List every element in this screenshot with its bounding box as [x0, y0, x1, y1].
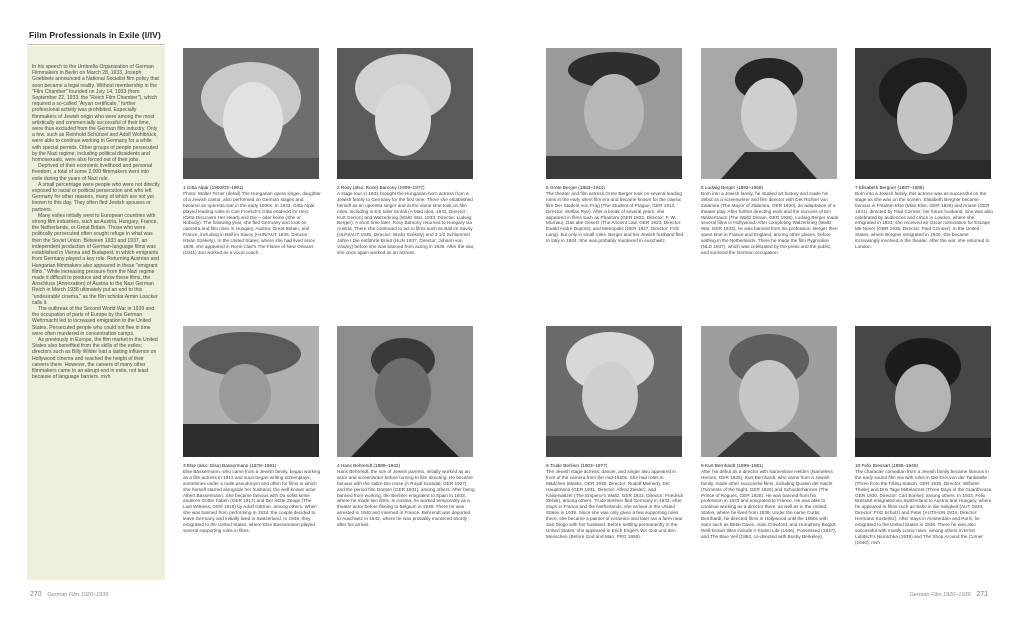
- profile-caption: [546, 185, 684, 244]
- page-title: Film Professionals in Exile (I/IV): [29, 30, 161, 40]
- portrait-photo: [183, 48, 319, 179]
- profile-caption: [337, 463, 475, 528]
- footer-right: [910, 591, 992, 598]
- portrait-photo: [183, 326, 319, 457]
- portrait-photo: [855, 326, 991, 457]
- profile-caption: [337, 185, 475, 256]
- profile-caption: [855, 463, 993, 546]
- portrait-photo: [546, 48, 682, 179]
- profile-text: Born into a Jewish family, this actress was as successful on the stage as she was on the screen. Elisabeth Bergner became famous in Fräulein Else (Miss Else, GER 1929) and Ariane (GER 1931), directed by Paul Czinner, her future husband. She was also celebrated by audiences and critics in London, where she emigrated in 1933; she received an Oscar nomination for Escape Me Never (GBR 1935, Director: Paul Czinner). In the United States, where Bergner emigrated in 1940, she became increasingly involved in the theater. After the war, she returned to London.: [855, 190, 993, 250]
- title-divider: [27, 44, 165, 45]
- profile-caption: [855, 185, 993, 250]
- intro-paragraph: In his speech to the Umbrella Organization of German Filmmakers in Berlin on March 28, 1933, Joseph Goebbels announced a National Socialist film policy that soon became a legal reality. Without membership in the "Film Chamber" founded on July 14, 1933 (from September 22, 1933: the "Reich Film Chamber"), which required a so-called "Aryan certificate," further professional activity was prohibited. Especially filmmakers of Jewish origin who were among the most artistically and commercially successful of their time, were thus excluded from the German film industry. Only a few, such as Reinhold Schünzel and Adolf Wohlbrück, were able to continue working in Germany for a while with special permits. Other groups of people persecuted by the Nazi regime, including political dissidents and homosexuals, were also forced out of their jobs.: [32, 64, 159, 164]
- portrait-photo: [701, 48, 837, 179]
- profile-caption: [701, 463, 839, 540]
- profile-text: A stage tour in 1931 brought the Hungarian-born actress from a Jewish family to Germany for the first time. There she established herself as an operetta singer and at the same time took on film roles, including in Ein toller Einfall (A Mad Idea, 1932, Director: Kurt Gerron) and Walzerkrieg (Waltz War, 1933, Director: Ludwig Berger). A short time later, Rosy Barsony returned to Hungary via Austria. There she continued to act in films such as Ball im Savoy (HUN/AUT 1935, Director: István Székely) and 3 1/2 Schlummer Jahre / Die entführte Braut (HUN 1937, Director: Johann von Vásáry) before she was banned from acting in 1939. After the war, she once again worked as an actress.: [337, 190, 475, 255]
- profile-text: Else Bassermann, who came from a Jewish family, began working as a film actress in 1913 and soon began writing screenplays, sometimes under a male pseudonym and often for films in which she herself starred alongside her husband, the well-known actor Albert Bassermann. She became famous with Du sollst keine anderen Götter haben (GER 1917) and Der letzte Zeuge (The Last Witness, GER 1919) by Adolf Gärtner, among others. When she was banned from performing in 1934, the couple decided to leave Germany and initially lived in Switzerland. In 1939, they emigrated to the United States, where Else Bassermann played several supporting roles in films.: [183, 468, 321, 533]
- page-number-right: 271: [976, 591, 988, 598]
- profile-name: 1 Gitta Alpár (1900/03–1991): [183, 185, 244, 190]
- profile-name: 7 Elisabeth Bergner (1897–1986): [855, 185, 925, 190]
- running-years-left: 1920–1939: [80, 592, 109, 598]
- running-years-right: 1920–1939: [943, 592, 971, 598]
- intro-paragraph: Deprived of their economic livelihood and personal freedom, a total of some 2,000 filmmakers went into exile during the years of Nazi rule.: [32, 163, 153, 182]
- portrait-photo: [337, 326, 473, 457]
- profile-text: Photo: Walter Firner (detail) The Hungarian opera singer, daughter of a Jewish cantor, also performed on German stages and became an operetta star in the early 1930s. In 1932, Gitta Alpár played leading roles in Carl Froelich's Gitta entdeckt ihr Herz (Gitta Discovers Her Heart) and Die – oder keine (She or Nobody). The following year, she fled Germany and took on operetta and film roles in Hungary, Austria, Great Britain, and France, including in Ball im Savoy (HUN/AUT 1935, Director: István Székely). In the United States, where she had lived since 1939, she appeared in René Clair's The Flame of New Orleans (1941) and worked as a vocal coach.: [183, 190, 321, 255]
- portrait-photo: [337, 48, 473, 179]
- page-number-left: 270: [30, 591, 42, 598]
- intro-paragraph: The outbreak of the Second World War in 1939 and the occupation of parts of Europe by the German Wehrmacht led to increased emigration to the United States. Persecuted people who could not flee in time were often murdered in concentration camps.: [32, 305, 155, 337]
- portrait-photo: [855, 48, 991, 179]
- profile-text: After his debut as a director with Namenlose Helden (Nameless Heroes, GER 1925), Kurt Bernhardt, who came from a Jewish family, made other successful films, including Qualen der Nacht (Torments of the Night, GER 1926) and Schinderhannes (The Prince of Rogues, GER 1928). He was banned from his profession in 1933 and emigrated to France. He was able to continue working as a director there, as well as in the United States, where he lived from 1939. Under the name Curtis Bernhardt, he directed films in Hollywood until the 1950s with stars such as Bette Davis, Joan Crawford, and Humphrey Bogart. Well-known titles include A Stolen Life (1946), Possessed (1947), and The Blue Veil (1952, co-directed with Busby Berkeley).: [701, 468, 837, 539]
- profile-name: 6 Ludwig Berger (1892–1969): [701, 185, 764, 190]
- profile-text: The character comedian from a Jewish family became famous in the early sound film era with roles in Die Drei von der Tankstelle (Three from the Filling Station, GER 1930, Director: Wilhelm Thiele) and Drei Tage Mittelarrest (Three Days in the Guardhouse, GER 1930, Director: Carl Boese), among others. In 1933, Felix Bressart emigrated via Switzerland to Austria and Hungary, where he appeared in films such as Salto in die Seligkeit (AUT 1934, Director: Fritz Schulz) and Peter (AUT/HUN 1934, Director: Hermann Kosterlitz). After stays in Amsterdam and Paris, he emigrated to the United States in 1938. There he was also successful with mostly comic roles, among others in Ernst Lubitsch's Ninotchka (1939) and The Shop Around the Corner (1940). mvh: [855, 468, 993, 545]
- profile-name: 3 Else (also: Elsa) Bassermann (1878–1961): [183, 463, 277, 468]
- profile-name: 8 Trude Berliner (1903–1977): [546, 463, 608, 468]
- profile-name: 9 Kurt Bernhardt (1899–1981): [701, 463, 764, 468]
- profile-caption: [701, 185, 839, 256]
- profile-text: Hans Behrendt, the son of Jewish parents, initially worked as an actor and screenwriter before turning to film directing. He became famous with the satire Die Hose (A Royal Scandal, GER 1927) and the period film Danton (GER 1931), among others. After being banned from working, the Berliner emigrated to Spain in 1933, where he made two films. In Austria, he worked temporarily as a theater actor before fleeing to Belgium in 1938. There he was arrested in 1940 and interned in France. Behrendt was deported to Auschwitz in 1942, where he was probably murdered shortly after his arrival.: [337, 468, 475, 528]
- profile-name: 4 Hans Behrendt (1889–1942): [337, 463, 401, 468]
- intro-text: [32, 64, 160, 380]
- portrait-photo: [701, 326, 837, 457]
- intro-paragraph: As previously in Europe, the film market in the United States also benefited from the skills of the exiles; directors such as Billy Wilder had a lasting influence on Hollywood cinema and reached the height of their careers there. However, the careers of many other filmmakers came to an abrupt end in exile, not least because of language barriers. mvh: [32, 336, 158, 381]
- profile-text: The Jewish stage actress, dancer, and singer also appeared in front of the camera from the mid-1920s. She had roles in Mädchen (Masks, GER 1930, Director: Rudolf Meinert), Der Hauptmann (GER 1931, Director: Alfred Zeisler), and Kaiserwalzer (The Emperor's Waltz, GER 1933, Director: Friedrich Zelnik), among others. Trude Berliner fled Germany in 1933. After stops in France and the Netherlands, she arrived in the United States in 1939. Since she was only given a few supporting roles there, she became a painter of ceramics and later ran a farm near San Diego with her husband. Before settling permanently in the United States, she appeared in Erich Engel's Vor Gott und den Menschen (Before God and Man, FRG 1955).: [546, 468, 684, 539]
- profile-text: The theater and film actress Grete Berger took on several leading roles in the early silent film era and became known for the classic film Der Student von Prag (The Student of Prague, GER 1913, Director: Stellan Rye). After a break of several years, she appeared in films such as Phantom (GER 1922, Director: F. W. Murnau), Das alte Gesetz (The Ancient Law, GER 1923, Director: Ewald André Dupont), and Metropolis (GER 1927, Director: Fritz Lang), but only in small roles. Berger and her Jewish husband fled to Italy in 1944. She was probably murdered in Auschwitz.: [546, 190, 684, 244]
- footer-left: [26, 591, 108, 598]
- intro-paragraph: A small percentage were people who were not directly exposed to racial or political persecution and who left Germany for other reasons, many of which are not yet known to this day. They often fled Jewish spouses or partners.: [32, 181, 160, 213]
- profile-caption: [546, 463, 684, 540]
- portrait-photo: [546, 326, 682, 457]
- profile-name: 10 Felix Bressart (1895–1949): [855, 463, 919, 468]
- profile-name: 5 Grete Berger (1883–1944): [546, 185, 605, 190]
- running-title-right: German Film: [909, 592, 942, 598]
- intro-paragraph: Many exiles initially went to European countries with strong film industries, such as Austria, Hungary, France, the Netherlands, or Great Britain. Those who were politically persecuted often sought refuge in what was then the Soviet Union. Between 1933 and 1937, an independent production of German-language films was established in Vienna and Budapest, in which emigrants from Germany played a key role. Returning Austrian and Hungarian filmmakers also appeared in these "emigrant films." While increasing pressure from the Nazi regime made it difficult to produce and show these films, the Anschluss (Annexation) of Austria to the Nazi German Reich in March 1938 ultimately put an end to this "undesirable cinema," as the film scholar Armin Loacker calls it.: [32, 212, 160, 306]
- profile-name: 2 Rosy (also: Rose) Barsony (1909–1977): [337, 185, 425, 190]
- profile-caption: [183, 185, 321, 256]
- running-title-left: German Film: [47, 592, 80, 598]
- profile-caption: [183, 463, 321, 534]
- profile-text: Born into a Jewish family, he studied art history and made his debut as a screenwriter and film director with Der Richter von Zalamea (The Mayor of Zalamea, GER 1920), an adaptation of a theater play. After further directing work and the success of Ein Walzertraum (The Waltz Dream, GER 1925), Ludwig Berger made several films in Hollywood. After completing Walzerkrieg (Waltz War, GER 1933), he was banned from his profession. Berger then spent time in France and England, among other places, before settling in the Netherlands. There he made the film Pygmalion (NLD 1937), which was celebrated by the press and the public, and survived the German occupation.: [701, 190, 839, 255]
